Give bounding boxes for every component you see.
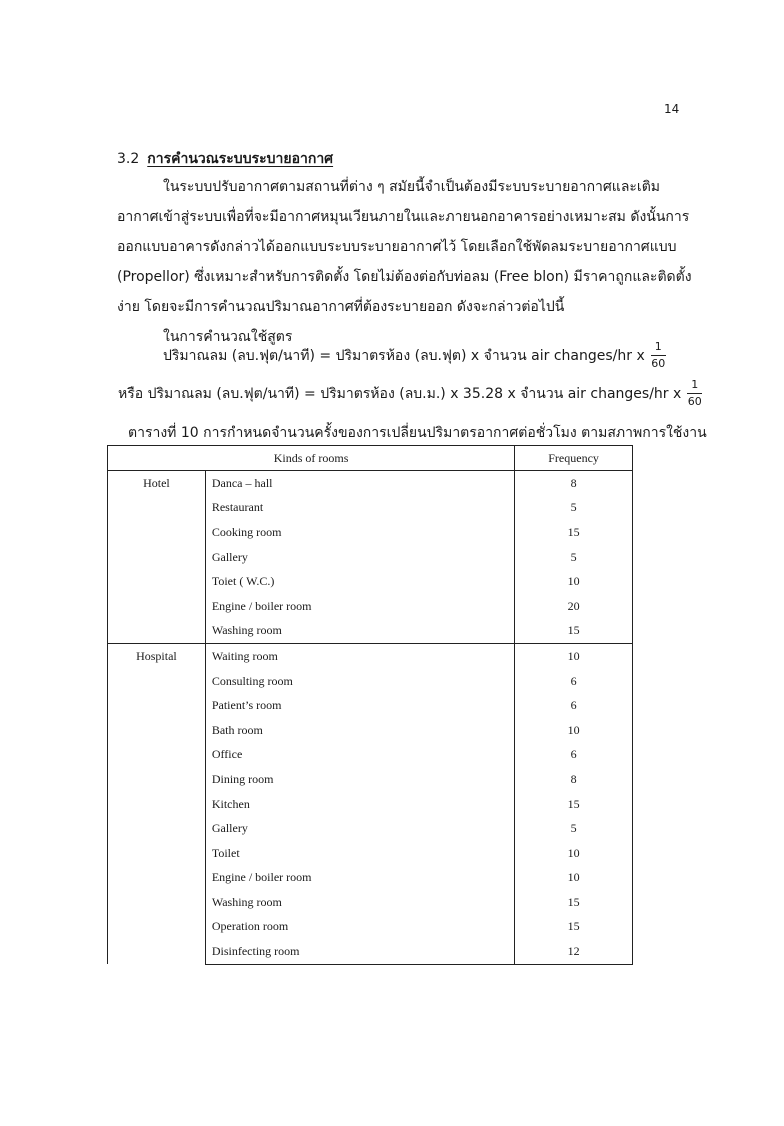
room-frequency: 5 xyxy=(515,545,633,570)
category-hospital: Hospital xyxy=(108,644,206,965)
room-frequency: 15 xyxy=(515,915,633,940)
paragraph-line: ง่าย โดยจะมีการคำนวณปริมาณอากาศที่ต้องระบายออก ดังจะกล่าวต่อไปนี้ xyxy=(117,299,565,315)
room-name: Restaurant xyxy=(205,496,514,521)
room-frequency: 15 xyxy=(515,619,633,644)
air-change-table xyxy=(107,445,633,965)
section-number: 3.2 xyxy=(117,151,140,167)
room-name: Dining room xyxy=(205,767,514,792)
room-frequency: 5 xyxy=(515,816,633,841)
formula-1-text: ปริมาณลม (ลบ.ฟุต/นาที) = ปริมาตรห้อง (ลบ.ฟุต) x จำนวน air changes/hr x xyxy=(163,347,645,364)
room-frequency: 5 xyxy=(515,496,633,521)
table-row xyxy=(108,471,633,496)
room-name: Waiting room xyxy=(205,644,514,669)
formula-1-fraction xyxy=(651,340,666,371)
formula-2-fraction xyxy=(687,378,702,409)
formula-1 xyxy=(163,340,666,371)
room-frequency: 8 xyxy=(515,767,633,792)
table-row xyxy=(108,644,633,669)
room-name: Washing room xyxy=(205,619,514,644)
room-frequency: 6 xyxy=(515,693,633,718)
room-name: Toilet xyxy=(205,841,514,866)
room-name: Gallery xyxy=(205,545,514,570)
room-name: Engine / boiler room xyxy=(205,866,514,891)
fraction-numerator: 1 xyxy=(687,378,702,394)
room-frequency: 10 xyxy=(515,841,633,866)
room-name: Engine / boiler room xyxy=(205,594,514,619)
room-name: Patient’s room xyxy=(205,693,514,718)
room-name: Operation room xyxy=(205,915,514,940)
formula-2-text: หรือ ปริมาณลม (ลบ.ฟุต/นาที) = ปริมาตรห้อง (ลบ.ม.) x 35.28 x จำนวน air changes/hr x xyxy=(118,385,682,402)
room-name: Kitchen xyxy=(205,792,514,817)
table-caption: ตารางที่ 10 การกำหนดจำนวนครั้งของการเปลี่ยนปริมาตรอากาศต่อชั่วโมง ตามสภาพการใช้งาน xyxy=(128,425,707,441)
room-frequency: 15 xyxy=(515,890,633,915)
paragraph-line: ในระบบปรับอากาศตามสถานที่ต่าง ๆ สมัยนี้จำเป็นต้องมีระบบระบายอากาศและเติม xyxy=(163,179,661,195)
room-frequency: 12 xyxy=(515,939,633,964)
header-kinds-of-rooms: Kinds of rooms xyxy=(108,446,515,471)
room-name: Disinfecting room xyxy=(205,939,514,964)
room-frequency: 10 xyxy=(515,866,633,891)
room-name: Danca – hall xyxy=(205,471,514,496)
category-hotel: Hotel xyxy=(108,471,206,644)
room-frequency: 6 xyxy=(515,743,633,768)
room-frequency: 10 xyxy=(515,644,633,669)
room-frequency: 6 xyxy=(515,669,633,694)
page-number: 14 xyxy=(664,102,680,116)
room-frequency: 15 xyxy=(515,792,633,817)
paragraph-line: ออกแบบอาคารดังกล่าวได้ออกแบบระบบระบายอากาศไว้ โดยเลือกใช้พัดลมระบายอากาศแบบ xyxy=(117,239,677,255)
room-frequency: 10 xyxy=(515,569,633,594)
room-name: Gallery xyxy=(205,816,514,841)
fraction-denominator: 60 xyxy=(651,357,666,370)
room-name: Office xyxy=(205,743,514,768)
section-heading xyxy=(117,148,333,170)
room-name: Cooking room xyxy=(205,520,514,545)
formula-2 xyxy=(118,378,702,409)
fraction-denominator: 60 xyxy=(687,395,702,408)
table-header-row xyxy=(108,446,633,471)
room-name: Consulting room xyxy=(205,669,514,694)
room-frequency: 8 xyxy=(515,471,633,496)
paragraph-line: อากาศเข้าสู่ระบบเพื่อที่จะมีอากาศหมุนเวียนภายในและภายนอกอาคารอย่างเหมาะสม ดังนั้นการ xyxy=(117,209,690,225)
room-frequency: 20 xyxy=(515,594,633,619)
header-frequency: Frequency xyxy=(515,446,633,471)
room-name: Washing room xyxy=(205,890,514,915)
room-name: Toiet ( W.C.) xyxy=(205,569,514,594)
section-title: การคำนวณระบบระบายอากาศ xyxy=(147,151,334,167)
room-frequency: 10 xyxy=(515,718,633,743)
paragraph-line: (Propellor) ซึ่งเหมาะสำหรับการติดตั้ง โดยไม่ต้องต่อกับท่อลม (Free blon) มีราคาถูกและติดตั้ง xyxy=(117,269,692,285)
fraction-numerator: 1 xyxy=(651,340,666,356)
room-frequency: 15 xyxy=(515,520,633,545)
room-name: Bath room xyxy=(205,718,514,743)
formula-intro: ในการคำนวณใช้สูตร xyxy=(163,329,293,345)
